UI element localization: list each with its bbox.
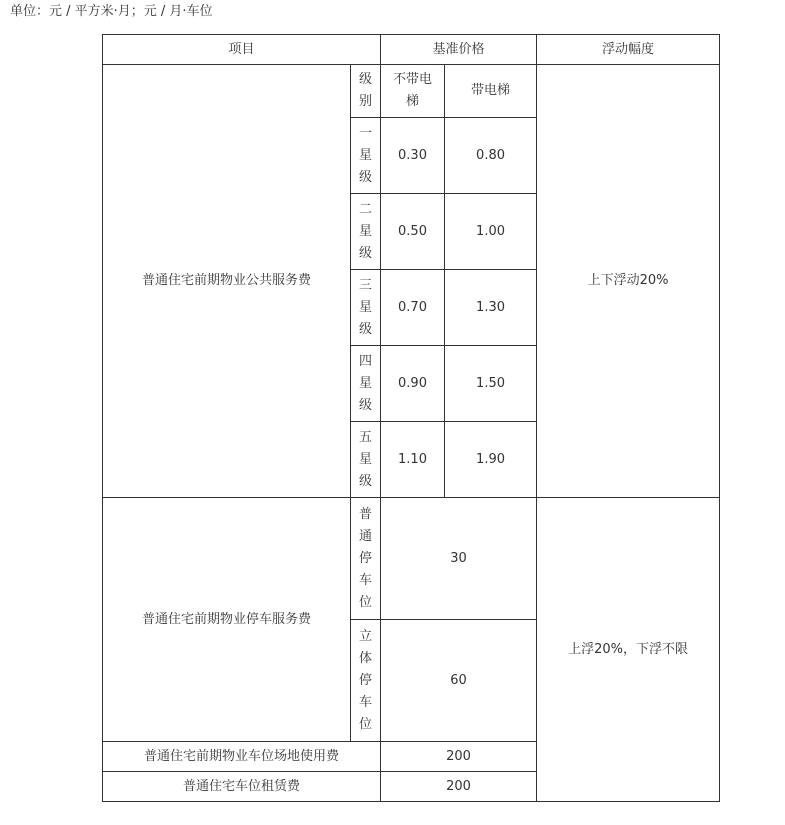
level-two-star: 二 星 级 <box>351 194 381 270</box>
header-float-range: 浮动幅度 <box>537 35 720 65</box>
parking-price-standard: 30 <box>381 498 537 620</box>
public-service-name: 普通住宅前期物业公共服务费 <box>103 65 351 498</box>
public-service-float: 上下浮动20% <box>537 65 720 498</box>
level-three-star: 三 星 级 <box>351 270 381 346</box>
no-elevator-label: 不带电 梯 <box>381 65 445 118</box>
fee-table <box>102 34 720 802</box>
price-no-elevator: 0.30 <box>381 118 445 194</box>
unit-note: 单位：元 / 平方米·月；元 / 月·车位 <box>10 4 213 19</box>
parking-rent-fee-price: 200 <box>381 772 537 802</box>
level-label: 级 别 <box>351 65 381 118</box>
level-five-star: 五 星 级 <box>351 422 381 498</box>
parking-site-fee-name: 普通住宅前期物业车位场地使用费 <box>103 742 381 772</box>
price-no-elevator: 0.90 <box>381 346 445 422</box>
header-item: 项目 <box>103 35 381 65</box>
parking-site-fee-price: 200 <box>381 742 537 772</box>
parking-price-stacked: 60 <box>381 620 537 742</box>
parking-type-stacked: 立 体 停 车 位 <box>351 620 381 742</box>
header-row <box>103 35 720 65</box>
parking-service-name: 普通住宅前期物业停车服务费 <box>103 498 351 742</box>
price-with-elevator: 1.50 <box>445 346 537 422</box>
public-service-subheader-row <box>103 65 720 118</box>
price-no-elevator: 1.10 <box>381 422 445 498</box>
level-one-star: 一 星 级 <box>351 118 381 194</box>
price-with-elevator: 1.90 <box>445 422 537 498</box>
level-four-star: 四 星 级 <box>351 346 381 422</box>
price-with-elevator: 0.80 <box>445 118 537 194</box>
table-row <box>103 498 720 620</box>
price-with-elevator: 1.00 <box>445 194 537 270</box>
parking-rent-fee-name: 普通住宅车位租赁费 <box>103 772 381 802</box>
with-elevator-label: 带电梯 <box>445 65 537 118</box>
parking-float: 上浮20%，下浮不限 <box>537 498 720 802</box>
price-with-elevator: 1.30 <box>445 270 537 346</box>
price-no-elevator: 0.50 <box>381 194 445 270</box>
price-no-elevator: 0.70 <box>381 270 445 346</box>
parking-type-standard: 普 通 停 车 位 <box>351 498 381 620</box>
header-base-price: 基准价格 <box>381 35 537 65</box>
